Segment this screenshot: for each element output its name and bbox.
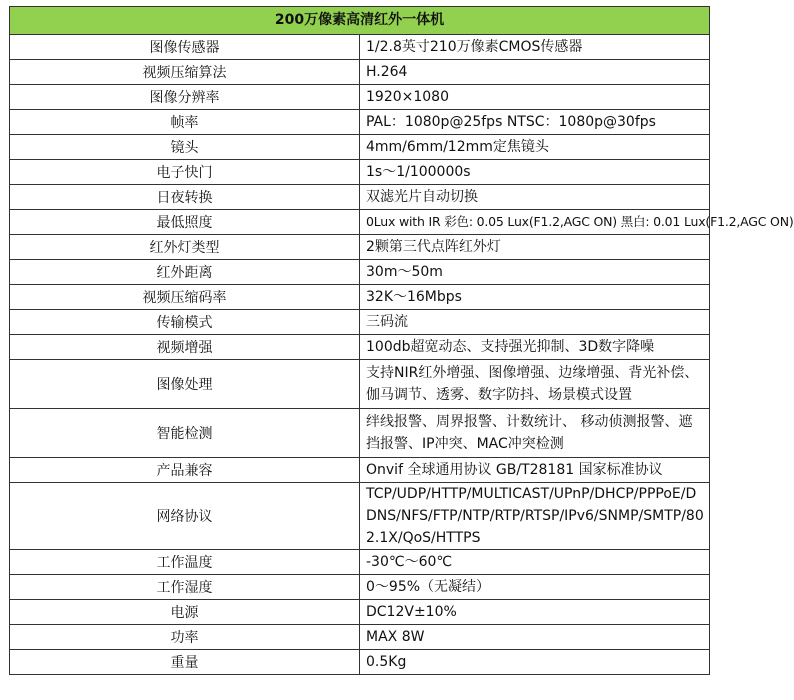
row-label: 图像处理 xyxy=(10,360,360,409)
row-label: 网络协议 xyxy=(10,483,360,550)
row-value: 1920×1080 xyxy=(360,85,710,110)
row-value: Onvif 全球通用协议 GB/T28181 国家标准协议 xyxy=(360,458,710,483)
row-value: 30m～50m xyxy=(360,260,710,285)
table-row xyxy=(10,310,710,335)
table-row xyxy=(10,550,710,575)
row-value: TCP/UDP/HTTP/MULTICAST/UPnP/DHCP/PPPoE/DDNS/NFS/FTP/NTP/RTP/RTSP/IPv6/SNMP/SMTP/802.1X/QoS/HTTPS xyxy=(360,483,710,550)
row-label: 视频增强 xyxy=(10,335,360,360)
spec-table xyxy=(9,6,794,675)
row-label: 红外距离 xyxy=(10,260,360,285)
row-label: 智能检测 xyxy=(10,409,360,458)
table-row xyxy=(10,335,710,360)
row-label: 最低照度 xyxy=(10,210,360,235)
row-label: 帧率 xyxy=(10,110,360,135)
table-row xyxy=(10,625,710,650)
row-label: 工作湿度 xyxy=(10,575,360,600)
table-row xyxy=(10,458,710,483)
table-row xyxy=(10,575,710,600)
table-row xyxy=(10,160,710,185)
row-value: DC12V±10% xyxy=(360,600,710,625)
row-label: 工作温度 xyxy=(10,550,360,575)
row-label: 红外灯类型 xyxy=(10,235,360,260)
row-value: 双滤光片自动切换 xyxy=(360,185,710,210)
table-row xyxy=(10,210,710,235)
title-row xyxy=(10,7,710,35)
row-value: 1/2.8英寸210万像素CMOS传感器 xyxy=(360,35,710,60)
table-title: 200万像素高清红外一体机 xyxy=(10,7,710,35)
table-row xyxy=(10,135,710,160)
row-value: 0.5Kg xyxy=(360,650,710,675)
row-label: 视频压缩算法 xyxy=(10,60,360,85)
row-value: 1s～1/100000s xyxy=(360,160,710,185)
table-row xyxy=(10,35,710,60)
row-label: 功率 xyxy=(10,625,360,650)
row-label: 产品兼容 xyxy=(10,458,360,483)
row-label: 日夜转换 xyxy=(10,185,360,210)
table-row xyxy=(10,360,710,409)
row-value: 支持NIR红外增强、图像增强、边缘增强、背光补偿、伽马调节、透雾、数字防抖、场景模式设置 xyxy=(360,360,710,409)
table-row xyxy=(10,85,710,110)
table-row xyxy=(10,235,710,260)
table-row xyxy=(10,110,710,135)
row-value: 100db超宽动态、支持强光抑制、3D数字降噪 xyxy=(360,335,710,360)
table-row xyxy=(10,285,710,310)
row-label: 重量 xyxy=(10,650,360,675)
table-row xyxy=(10,185,710,210)
row-value: 0Lux with IR 彩色: 0.05 Lux(F1.2,AGC ON) 黑白: 0.01 Lux(F1.2,AGC ON) xyxy=(360,210,710,235)
row-value: 32K～16Mbps xyxy=(360,285,710,310)
row-label: 图像分辨率 xyxy=(10,85,360,110)
row-value: -30℃～60℃ xyxy=(360,550,710,575)
row-label: 视频压缩码率 xyxy=(10,285,360,310)
row-value: 绊线报警、周界报警、计数统计、 移动侦测报警、遮挡报警、IP冲突、MAC冲突检测 xyxy=(360,409,710,458)
row-value: MAX 8W xyxy=(360,625,710,650)
table-row xyxy=(10,600,710,625)
row-value: 三码流 xyxy=(360,310,710,335)
table-row xyxy=(10,260,710,285)
spec-sheet xyxy=(9,6,794,675)
row-value: 2颗第三代点阵红外灯 xyxy=(360,235,710,260)
row-label: 镜头 xyxy=(10,135,360,160)
table-row xyxy=(10,60,710,85)
table-row xyxy=(10,409,710,458)
row-value: H.264 xyxy=(360,60,710,85)
row-label: 传输模式 xyxy=(10,310,360,335)
row-value: PAL：1080p@25fps NTSC：1080p@30fps xyxy=(360,110,710,135)
table-row xyxy=(10,483,710,550)
row-value: 0～95%（无凝结） xyxy=(360,575,710,600)
row-value: 4mm/6mm/12mm定焦镜头 xyxy=(360,135,710,160)
row-label: 电子快门 xyxy=(10,160,360,185)
row-label: 图像传感器 xyxy=(10,35,360,60)
table-row xyxy=(10,650,710,675)
row-label: 电源 xyxy=(10,600,360,625)
